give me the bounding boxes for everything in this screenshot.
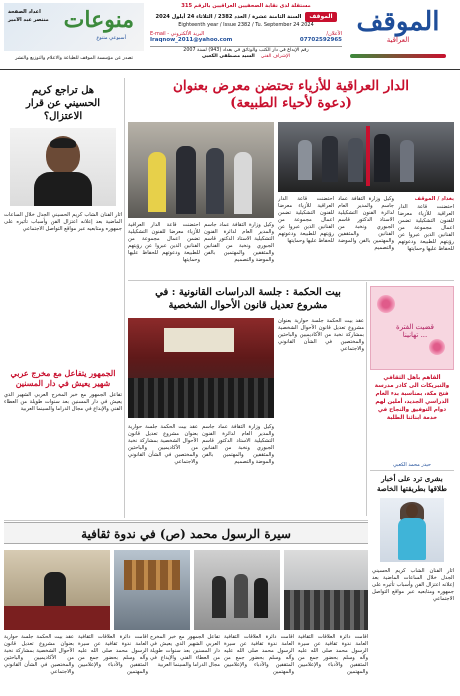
supplement-desc: تصدر عن مؤسسة الموقف للطباعة والاعلام والتوزيع والنشر	[15, 56, 133, 61]
phone-number: 07702592965	[299, 37, 342, 43]
license-line: رقم الإيداع في دار الكتب والوثائق في بغداد (943) لسنة 2007	[150, 46, 342, 54]
sira-text-col-3: تفاعل الجمهور مع خبر المخرج العربي الشهير الذي يعيش في دار المسنين بعد سنوات طويلة من العطاء الفني والإبداع في مجال الدراما والسينما العربية	[150, 634, 220, 668]
lead-text-col-2: وكيل وزارة الثقافة عماد جاسم والمدير العام لدائرة الفنون التشكيلية الاستاذ الدكتور قاسم الجبوري ونخبة من الفنانين والمثقفين والمهتمين بالفن والموضة والتصميم	[338, 196, 394, 251]
hikma-photo	[128, 318, 274, 418]
editor-label: الإشراف الفني	[260, 54, 291, 59]
issue-line: السنة الثامنة عشرة / العدد 2382 / الثلاثاء 24 أيلول 2024	[155, 13, 302, 20]
lead-text-col-3: احتضنت قاعة الدار العراقية للأزياء معرضا للفنون التشكيلية تضمن اعمال مجموعة من الفنانين الذين عبروا عن رؤيتهم للطبيعة ودعوتهم للحفاظ عليها وحمايتها	[278, 196, 334, 244]
logo: الموقف	[356, 7, 440, 37]
lead-photo-right	[278, 122, 454, 192]
jomhur-text: تفاعل الجمهور مع خبر المخرج العربي الشهير الذي يعيش في دار المسنين بعد سنوات طويلة من العطاء الفني والإبداع في مجال الدراما والسينما العربية	[4, 392, 122, 412]
supplement-title: منوعات	[63, 7, 134, 33]
poem-headline-2: طلاقها بطريقتها الخاصة	[376, 484, 448, 493]
editor-name: السيد مصطفى الكعبي	[201, 54, 255, 59]
sira-text-col-2: أقامت دائرة العلاقات الثقافية العامة ندوة ثقافية عن سيرة الرسول محمد صلى الله عليه وآله وسلم بحضور جمع من المثقفين والأدباء والإعلاميين والمهتمين	[224, 634, 294, 675]
lead-headline-1: الدار العراقية للأزياء تحتضن معرض بعنوان	[173, 78, 409, 94]
lead-text-col-1: احتضنت قاعة الدار العراقية للأزياء معرضا للفنون التشكيلية تضمن اعمال مجموعة من الفنانين الذين عبروا عن رؤيتهم للطبيعة ودعوتهم للحفاظ عليها وحمايتها	[398, 204, 454, 252]
phone-label: الأعلان/	[326, 31, 342, 37]
sira-text-col-1: أقامت دائرة العلاقات الثقافية العامة ندوة ثقافية عن سيرة الرسول محمد صلى الله عليه وآله وسلم بحضور جمع من المثقفين والأدباء والإعلاميين والمهتمين	[298, 634, 368, 675]
poem-column: ألقاهم بأهل الثقافي والتبريكات الى كادر مدرسة فتح مكة، بمناسبة بدء العام الدراسي الجديد، أملين لهم دوام التوفيق والنجاح في خدمة ابنائنا الطلبة	[374, 375, 450, 421]
divider-sira-top	[4, 520, 368, 521]
registration-line: مستقلة لدى نقابة الصحفيين العراقيين بالرقم 315	[181, 3, 311, 9]
divider-poem	[370, 470, 454, 471]
side-text: أثار الفنان الشاب كريم الحسيني الجدل خلال الساعات الماضية بعد إعلانه اعتزال الفن وأسباب تأثيره على جمهوره ومتابعيه عبر مواقع التواصل الاجتماعي	[4, 212, 122, 232]
masthead-info	[150, 3, 342, 67]
email-address[interactable]: Iraqnow_2011@yahoo.com	[150, 37, 233, 43]
poem-headline-1: بشرى ترد على أخبار	[381, 474, 443, 483]
lead-text-col-4: وكيل وزارة الثقافة عماد جاسم والمدير العام لدائرة الفنون التشكيلية الاستاذ الدكتور قاسم الجبوري ونخبة من الفنانين والمثقفين والمهتمين بالفن والموضة والتصميم	[204, 222, 274, 263]
hikma-headline-1: بيت الحكمة : جلسة الدراسات القانونية : في	[155, 287, 341, 298]
sira-photo-4	[284, 550, 368, 630]
poem-credit: حيدر محمد الكعبي	[392, 462, 431, 468]
divider-hikma-top	[128, 280, 454, 281]
greeting-card	[370, 286, 454, 370]
supplement-block	[4, 3, 144, 65]
supplement-sub: أسبوعي متنوع	[96, 35, 126, 41]
logo-swoosh-icon	[350, 54, 446, 58]
issue-line-en: Eighteenth year / Issue 2382 / Tu. September 24 2024	[178, 22, 314, 28]
sira-photo-1	[4, 550, 110, 630]
sira-headline-band	[4, 522, 368, 544]
prepared-name: منتصر عبد الامير	[8, 17, 49, 23]
bushra-photo	[380, 498, 444, 562]
singer-photo	[10, 128, 116, 206]
jomhur-headline-2: شهير يعيش في دار المسنين	[15, 378, 111, 388]
flower-icon	[377, 295, 395, 313]
sira-text-col-5: عقد بيت الحكمة جلسة حوارية بعنوان مشروع تعديل قانون الأحوال الشخصية بمشاركة نخبة من الأكاديميين والباحثين والمختصين في الشأن القانوني والاجتماعي	[4, 634, 74, 675]
masthead	[0, 0, 460, 70]
lead-headline-2: (دعوة لأحياء الطبيعة)	[230, 95, 352, 111]
hikma-text-col-1: عقد بيت الحكمة جلسة حوارية بعنوان مشروع تعديل قانون الأحوال الشخصية بمشاركة نخبة من الأكاديميين والباحثين والمختصين في الشأن القانوني والاجتماعي	[278, 318, 364, 352]
divider-left	[124, 78, 125, 518]
brand-badge	[305, 12, 336, 22]
divider-right	[366, 282, 367, 516]
lead-byline: بغداد / الموقف	[414, 196, 454, 202]
hikma-text-col-3: وكيل وزارة الثقافة عماد جاسم والمدير العام لدائرة الفنون التشكيلية الاستاذ الدكتور قاسم الجبوري ونخبة من الفنانين والمثقفين والمهتمين بالفن والموضة والتصميم	[202, 424, 274, 465]
flower-icon-2	[429, 339, 445, 355]
jomhur-headline-1: الجمهور يتفاعل مع مخرج عربي	[10, 368, 116, 378]
logo-sub: العراقية	[386, 36, 410, 44]
card-text: قضيت الفترة ... تهانينا	[396, 323, 434, 339]
hikma-headline-2: مشروع تعديل قانون الأحوال الشخصية	[168, 300, 328, 311]
sira-photo-3	[194, 550, 280, 630]
sira-text-col-4: أقامت دائرة العلاقات الثقافية العامة ندوة ثقافية عن سيرة الرسول محمد صلى الله عليه وآله وسلم بحضور جمع من المثقفين والأدباء والإعلاميين والمهتمين	[78, 634, 148, 675]
sira-photo-2	[114, 550, 190, 630]
side-headline-1: هل تراجع كريم	[31, 85, 95, 96]
side-headline-3: الاعتزال؟	[43, 111, 83, 122]
lead-text-col-5: احتضنت قاعة الدار العراقية للأزياء معرضا للفنون التشكيلية تضمن اعمال مجموعة من الفنانين الذين عبروا عن رؤيتهم للطبيعة ودعوتهم للحفاظ عليها وحمايتها	[128, 222, 200, 263]
side-headline-2: الحسيني عن قرار	[25, 98, 101, 109]
email-label: البريد الألكتروني - E-mail	[150, 31, 205, 37]
sira-headline: سيرة الرسول محمد (ص) في ندوة ثقافية	[81, 527, 291, 541]
brand-badge-label: الموقف	[309, 13, 333, 20]
lead-photo-left	[128, 122, 274, 218]
prepared-label: اعداد الصفحة	[8, 9, 41, 15]
right-bottom-text: أثار الفنان الشاب كريم الحسيني الجدل خلال الساعات الماضية بعد إعلانه اعتزال الفن وأسباب تأثيره على جمهوره ومتابعيه عبر مواقع التواصل الاجتماعي	[372, 568, 454, 602]
logo-block	[342, 4, 454, 62]
hikma-text-col-2: عقد بيت الحكمة جلسة حوارية بعنوان مشروع تعديل قانون الأحوال الشخصية بمشاركة نخبة من الأكاديميين والباحثين والمختصين في الشأن القانوني والاجتماعي	[128, 424, 198, 465]
